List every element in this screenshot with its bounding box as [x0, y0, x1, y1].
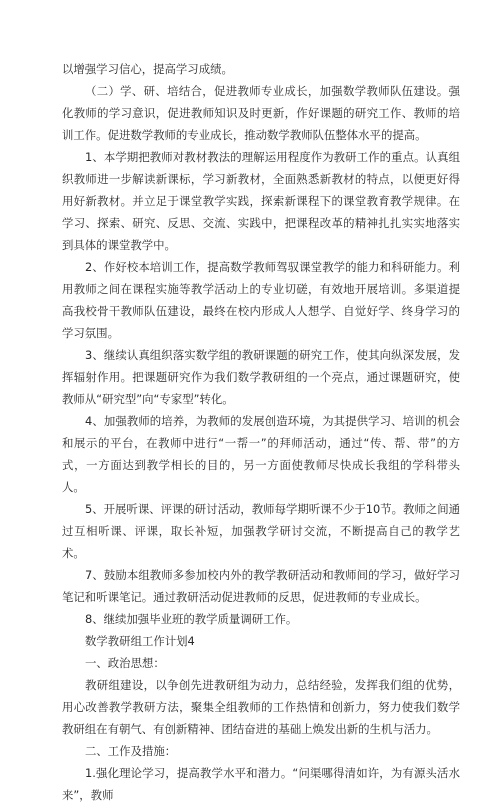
paragraph-0: 以增强学习信心，提高学习成绩。: [62, 62, 233, 76]
paragraph-4: 3、继续认真组织落实数学组的教研课题的研究工作，使其向纵深发展，发挥辐射作用。把课题研究作为我们数学教研组的一个亮点，通过课题研究，使教师从“研究型”向“专家型”转化。: [62, 348, 460, 406]
paragraph-5: 4、加强教师的培养，为教师的发展创造环境，为其提供学习、培训的机会和展示的平台，在教师中进行“一帮一”的拜师活动，通过“传、帮、带”的方式，一方面达到教学相长的目的，另一方面使教师尽快成长我组的学科带头人。: [62, 414, 460, 494]
paragraph-2: 1、本学期把教师对教材教法的理解运用程度作为教研工作的重点。认真组织教师进一步解读新课标，学习新教材，全面熟悉新教材的特点，以便更好得用好新教材。并立足于课堂教学实践，探索新课程下的课堂教育教学规律。在学习、探索、研究、反思、交流、实践中，把课程改革的精神扎扎实实地落实到具体的课堂教学中。: [62, 150, 460, 252]
paragraph-6: 5、开展听课、评课的研讨活动，教师每学期听课不少于10节。教师之间通过互相听课、评课，取长补短，加强教学研讨交流，不断提高自己的教学艺术。: [62, 502, 460, 560]
paragraph-8: 8、继续加强毕业班的教学质量调研工作。: [85, 612, 298, 626]
paragraph-7: 7、鼓励本组教师多参加校内外的教学教研活动和教师间的学习，做好学习笔记和听课笔记。通过教研活动促进教师的反思，促进教师的专业成长。: [62, 568, 460, 604]
paragraph-13: 1.强化理论学习，提高教学水平和潜力。“问渠哪得清如许，为有源头活水来”，教师: [62, 766, 460, 802]
paragraph-3: 2、作好校本培训工作，提高数学教师驾驭课堂教学的能力和科研能力。利用教师之间在课程实施等教学活动上的专业切磋，有效地开展培训。多渠道提高我校骨干教师队伍建设，最终在校内形成人人想学、自觉好学、终身学习的学习氛围。: [62, 260, 460, 340]
heading-measures: 二、工作及措施：: [85, 744, 177, 758]
section-title: 数学教研组工作计划4: [85, 634, 195, 648]
paragraph-11: 教研组建设，以争创先进教研组为动力，总结经验，发挥我们组的优势，用心改善教学教研方法，聚集全组教师的工作热情和创新力，努力使我们数学教研组在有朝气、有创新精神、团结奋进的基础上焕发出新的生机与活力。: [62, 678, 460, 736]
paragraph-1: （二）学、研、培结合，促进教师专业成长，加强数学教师队伍建设。强化教师的学习意识，促进教师知识及时更新，作好课题的研究工作、教师的培训工作。促进数学教师的专业成长，推动数学教师队伍整体水平的提高。: [62, 84, 460, 142]
heading-politics: 一、政治思想：: [85, 656, 165, 670]
